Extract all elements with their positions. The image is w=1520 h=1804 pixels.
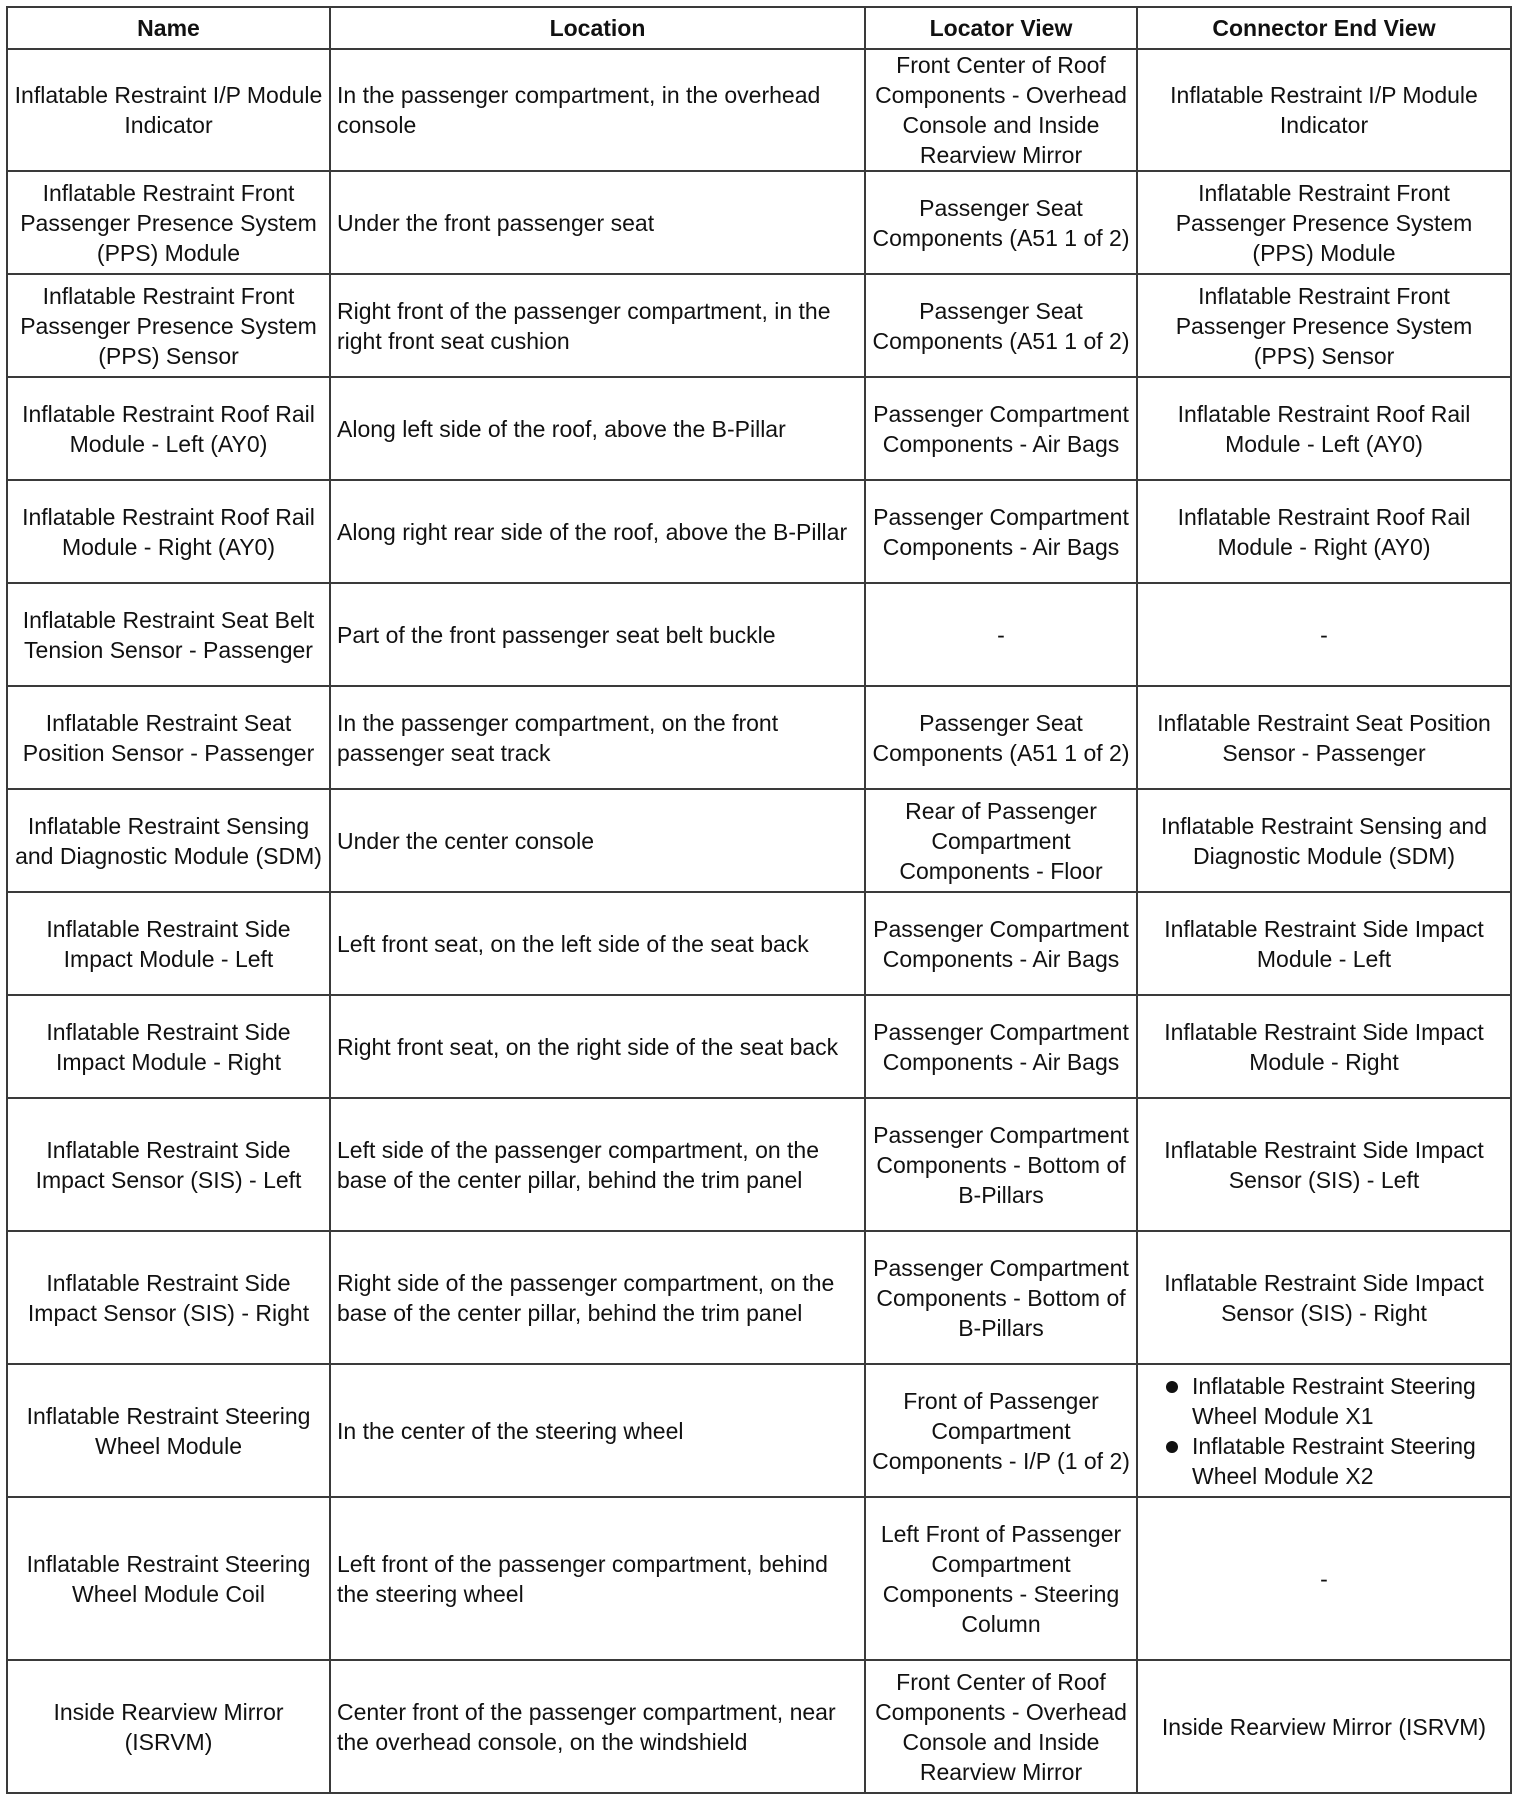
table-row (7, 1231, 1511, 1364)
cell-name: Inflatable Restraint Side Impact Module - Left (7, 892, 330, 995)
cell-location: Right front of the passenger compartment, in the right front seat cushion (330, 274, 865, 377)
cell-connector-end-view: Inside Rearview Mirror (ISRVM) (1137, 1660, 1511, 1793)
cell-locator-view: Rear of Passenger Compartment Components - Floor (865, 789, 1137, 892)
table-row (7, 583, 1511, 686)
component-locator-table (6, 6, 1512, 1794)
cell-name: Inflatable Restraint Front Passenger Presence System (PPS) Sensor (7, 274, 330, 377)
cell-locator-view: Passenger Compartment Components - Air Bags (865, 892, 1137, 995)
connector-bullet-list (1144, 1371, 1504, 1491)
cell-locator-view: Passenger Compartment Components - Bottom of B-Pillars (865, 1231, 1137, 1364)
cell-connector-end-view: - (1137, 583, 1511, 686)
cell-name: Inflatable Restraint Steering Wheel Module (7, 1364, 330, 1497)
cell-name: Inflatable Restraint I/P Module Indicator (7, 49, 330, 171)
cell-location: Along left side of the roof, above the B-Pillar (330, 377, 865, 480)
cell-location: Left front seat, on the left side of the seat back (330, 892, 865, 995)
cell-connector-end-view: Inflatable Restraint Side Impact Sensor (SIS) - Left (1137, 1098, 1511, 1231)
table-row (7, 686, 1511, 789)
table-row (7, 789, 1511, 892)
cell-name: Inflatable Restraint Roof Rail Module - Left (AY0) (7, 377, 330, 480)
table-row (7, 274, 1511, 377)
bullet-text: Inflatable Restraint Steering Wheel Module X2 (1192, 1432, 1476, 1489)
cell-locator-view: Front of Passenger Compartment Components - I/P (1 of 2) (865, 1364, 1137, 1497)
cell-connector-end-view: Inflatable Restraint I/P Module Indicator (1137, 49, 1511, 171)
cell-name: Inflatable Restraint Steering Wheel Module Coil (7, 1497, 330, 1660)
cell-name: Inflatable Restraint Seat Position Sensor - Passenger (7, 686, 330, 789)
cell-location: Along right rear side of the roof, above the B-Pillar (330, 480, 865, 583)
header-locator-view: Locator View (865, 7, 1137, 49)
cell-connector-end-view: Inflatable Restraint Side Impact Module - Left (1137, 892, 1511, 995)
cell-name: Inflatable Restraint Side Impact Module - Right (7, 995, 330, 1098)
header-row (7, 7, 1511, 49)
table-row (7, 480, 1511, 583)
cell-connector-end-view: Inflatable Restraint Front Passenger Presence System (PPS) Sensor (1137, 274, 1511, 377)
cell-location: Left side of the passenger compartment, on the base of the center pillar, behind the trim panel (330, 1098, 865, 1231)
cell-name: Inflatable Restraint Roof Rail Module - Right (AY0) (7, 480, 330, 583)
cell-location: In the passenger compartment, on the front passenger seat track (330, 686, 865, 789)
bullet-text: Inflatable Restraint Steering Wheel Module X1 (1192, 1372, 1476, 1429)
cell-location: Left front of the passenger compartment, behind the steering wheel (330, 1497, 865, 1660)
list-item (1144, 1371, 1504, 1431)
cell-locator-view: Passenger Seat Components (A51 1 of 2) (865, 686, 1137, 789)
cell-connector-end-view: Inflatable Restraint Front Passenger Presence System (PPS) Module (1137, 171, 1511, 274)
component-locator-page (6, 6, 1512, 1794)
cell-location: Under the center console (330, 789, 865, 892)
table-row (7, 1497, 1511, 1660)
cell-locator-view: Front Center of Roof Components - Overhead Console and Inside Rearview Mirror (865, 1660, 1137, 1793)
cell-connector-end-view: Inflatable Restraint Sensing and Diagnostic Module (SDM) (1137, 789, 1511, 892)
cell-locator-view: Left Front of Passenger Compartment Components - Steering Column (865, 1497, 1137, 1660)
cell-connector-end-view: Inflatable Restraint Side Impact Sensor (SIS) - Right (1137, 1231, 1511, 1364)
cell-location: In the passenger compartment, in the overhead console (330, 49, 865, 171)
cell-locator-view: Passenger Compartment Components - Air Bags (865, 480, 1137, 583)
cell-connector-end-view (1137, 1364, 1511, 1497)
cell-location: Right front seat, on the right side of the seat back (330, 995, 865, 1098)
cell-name: Inside Rearview Mirror (ISRVM) (7, 1660, 330, 1793)
cell-connector-end-view: Inflatable Restraint Roof Rail Module - Right (AY0) (1137, 480, 1511, 583)
cell-locator-view: Passenger Compartment Components - Bottom of B-Pillars (865, 1098, 1137, 1231)
bullet-icon (1166, 1381, 1178, 1393)
cell-connector-end-view: - (1137, 1497, 1511, 1660)
cell-locator-view: Passenger Seat Components (A51 1 of 2) (865, 274, 1137, 377)
table-row (7, 1098, 1511, 1231)
header-name: Name (7, 7, 330, 49)
cell-name: Inflatable Restraint Side Impact Sensor (SIS) - Right (7, 1231, 330, 1364)
cell-location: Right side of the passenger compartment, on the base of the center pillar, behind the trim panel (330, 1231, 865, 1364)
cell-name: Inflatable Restraint Sensing and Diagnostic Module (SDM) (7, 789, 330, 892)
cell-name: Inflatable Restraint Side Impact Sensor (SIS) - Left (7, 1098, 330, 1231)
table-row (7, 377, 1511, 480)
cell-locator-view: Passenger Compartment Components - Air Bags (865, 377, 1137, 480)
cell-locator-view: - (865, 583, 1137, 686)
cell-location: Part of the front passenger seat belt buckle (330, 583, 865, 686)
cell-connector-end-view: Inflatable Restraint Roof Rail Module - Left (AY0) (1137, 377, 1511, 480)
cell-location: Under the front passenger seat (330, 171, 865, 274)
list-item (1144, 1431, 1504, 1491)
cell-connector-end-view: Inflatable Restraint Side Impact Module - Right (1137, 995, 1511, 1098)
header-location: Location (330, 7, 865, 49)
table-row (7, 1660, 1511, 1793)
cell-name: Inflatable Restraint Front Passenger Presence System (PPS) Module (7, 171, 330, 274)
cell-location: Center front of the passenger compartment, near the overhead console, on the windshield (330, 1660, 865, 1793)
header-connector-end-view: Connector End View (1137, 7, 1511, 49)
bullet-icon (1166, 1441, 1178, 1453)
cell-connector-end-view: Inflatable Restraint Seat Position Sensor - Passenger (1137, 686, 1511, 789)
cell-name: Inflatable Restraint Seat Belt Tension Sensor - Passenger (7, 583, 330, 686)
cell-location: In the center of the steering wheel (330, 1364, 865, 1497)
table-row (7, 995, 1511, 1098)
table-row (7, 171, 1511, 274)
cell-locator-view: Passenger Compartment Components - Air Bags (865, 995, 1137, 1098)
cell-locator-view: Front Center of Roof Components - Overhead Console and Inside Rearview Mirror (865, 49, 1137, 171)
table-row (7, 49, 1511, 171)
table-row (7, 892, 1511, 995)
table-row (7, 1364, 1511, 1497)
cell-locator-view: Passenger Seat Components (A51 1 of 2) (865, 171, 1137, 274)
